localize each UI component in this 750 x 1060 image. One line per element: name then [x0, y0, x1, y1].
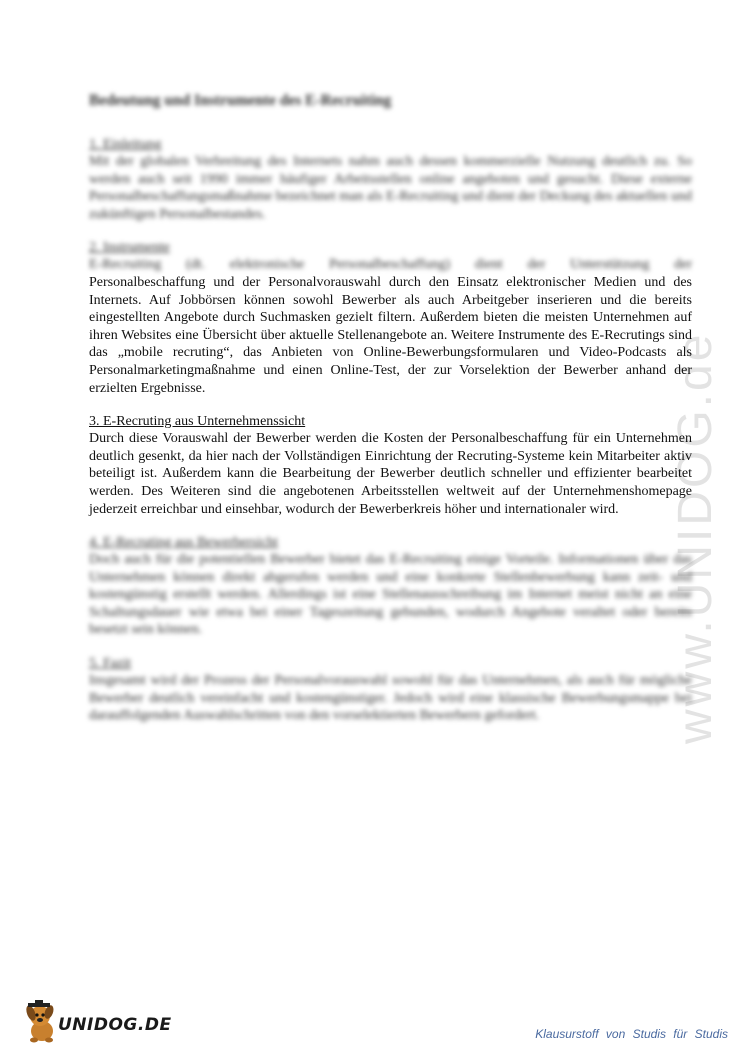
footer-tagline: Klausurstoff von Studis für Studis — [535, 1027, 728, 1041]
section-bewerbersicht — [89, 534, 692, 639]
document-content — [89, 92, 692, 741]
footer-logo[interactable] — [22, 1000, 172, 1049]
section-text: Doch auch für die potentiellen Bewerber bietet das E-Recruiting einige Vorteile. Informationen über das Unternehmen können direkt abgerufen werden und eine konkrete Stellenbewerbung kann zeit- und kostengünstig erstellt werden. Allerdings ist eine Stellenausschreibung im Internet meist nicht an eine Schaltungsdauer wie etwa bei einer Tageszeitung gebunden, wodurch Angebote veraltet oder bereits besetzt sein können. — [89, 552, 692, 638]
section-heading: 1. Einleitung — [89, 137, 162, 152]
section-instrumente — [89, 239, 692, 397]
section-einleitung — [89, 136, 692, 223]
dog-mascot-icon — [22, 1000, 62, 1049]
section-text: Personalbeschaffung und der Personalvorauswahl durch den Einsatz elektronischer Medien und des Internets. Auf Jobbörsen können sowohl Bewerber als auch Arbeitgeber inserieren und die bereits eingestellten Angebote durch Suchmasken gezielt filtern. Außerdem bieten die meisten Unternehmen auf ihren Websites eine Übersicht über aktuelle Stellenangebote an. Weitere Instrumente des E-Recrutings sind das „mobile recruting“, das Anbieten von Online-Bewerbungsformularen und Video-Podcasts als Personalmarketingmaßnahme und einen Online-Test, der zur Vorselektion der Bewerber anhand der erzielten Ergebnisse. — [89, 274, 692, 396]
document-title: Bedeutung und Instrumente des E-Recruiting — [89, 92, 392, 109]
logo-text: UNIDOG.DE — [58, 1014, 172, 1035]
section-text: Insgesamt wird der Prozess der Personalvorauswahl sowohl für das Unternehmen, als auch für mögliche Bewerber deutlich vereinfacht und kostengünstiger. Jedoch wird eine klassische Bewerbungsmappe bei darauffolgenden Auswahlschritten von den vorselektierten Bewerbern gefordert. — [89, 673, 692, 724]
section-heading: 5. Fazit — [89, 656, 131, 672]
section-heading: 4. E-Recruting aus Bewerbersicht — [89, 535, 278, 551]
watermark: www.UNIDOG.de — [669, 331, 722, 744]
section-text: Durch diese Vorauswahl der Bewerber werden die Kosten der Personalbeschaffung für ein Unternehmen deutlich gesenkt, da hier nach der Vollständigen Einrichtung der Recruting-Systeme kein Mitarbeiter aktiv beteiligt ist. Außerdem kann die Bearbeitung der Bewerber deutlich schneller und effizienter bearbeitet werden. Des Weiteren sind die angebotenen Arbeitsstellen weltweit auf der Unternehmenshomepage jederzeit erreichbar und einsehbar, wodurch der Bewerberkreis höher und internationaler wird. — [89, 431, 692, 517]
section-unternehmenssicht — [89, 413, 692, 518]
section-heading: 3. E-Recruting aus Unternehmenssicht — [89, 414, 306, 430]
section-fazit — [89, 655, 692, 725]
section-heading: 2. Instrumente — [89, 240, 170, 256]
section-text-blurred-line: E-Recruiting (dt. elektronische Personalbeschaffung) dient der Unterstützung der — [89, 257, 692, 273]
section-text: Mit der globalen Verbreitung des Internets nahm auch dessen kommerzielle Nutzung deutlich zu. So werden auch seit 1990 immer häufiger Arbeitsstellen online angeboten und gesucht. Diese externe Personalbeschaffungsmaßnahme bezeichnet man als E-Recruiting und dient der Deckung des aktuellen und zukünftigen Personalbestandes. — [89, 154, 692, 222]
